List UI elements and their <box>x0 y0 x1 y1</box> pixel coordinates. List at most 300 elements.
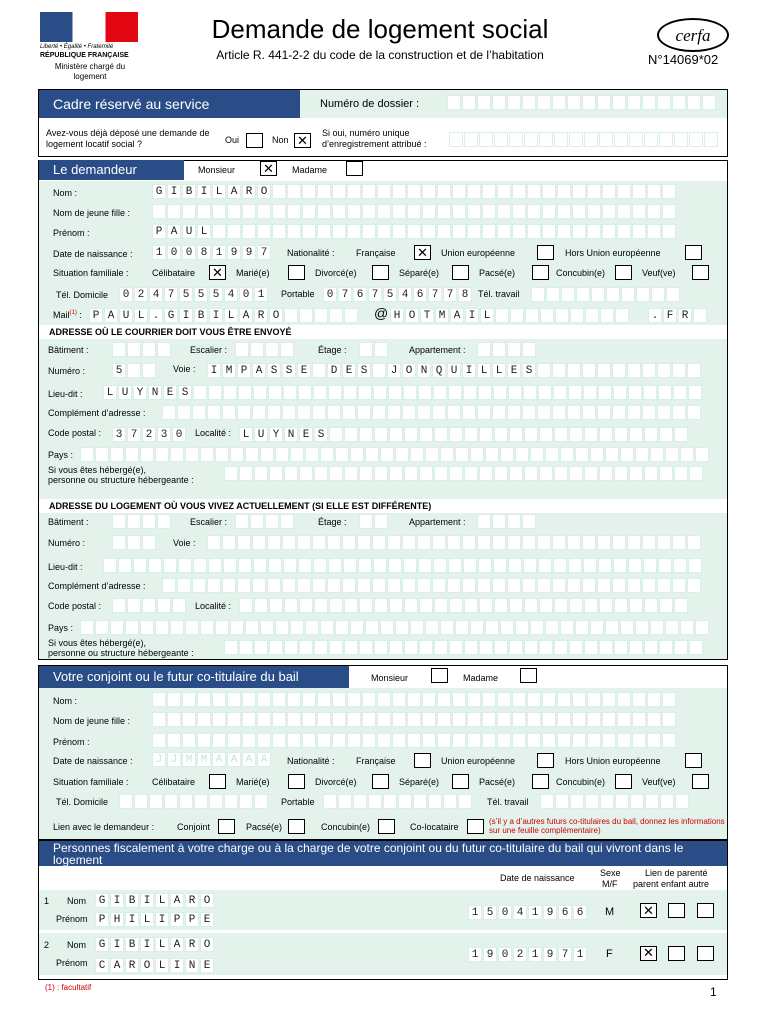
char-box[interactable]: I <box>155 912 169 927</box>
char-box[interactable] <box>227 204 241 219</box>
char-box[interactable] <box>659 640 673 655</box>
char-box[interactable] <box>267 535 281 550</box>
char-box[interactable] <box>182 733 196 748</box>
char-box[interactable]: 5 <box>383 287 397 302</box>
char-box[interactable] <box>238 385 252 400</box>
char-box[interactable] <box>464 132 478 147</box>
char-box[interactable] <box>687 95 701 110</box>
char-box[interactable]: P <box>170 912 184 927</box>
char-box[interactable] <box>239 598 253 613</box>
char-box[interactable]: H <box>110 912 124 927</box>
char-box[interactable] <box>193 385 207 400</box>
char-box[interactable] <box>344 427 358 442</box>
char-box[interactable] <box>467 184 481 199</box>
char-box[interactable] <box>260 620 274 635</box>
char-box[interactable] <box>582 405 596 420</box>
char-box[interactable] <box>372 578 386 593</box>
char-box[interactable]: L <box>224 308 238 323</box>
char-box[interactable] <box>620 447 634 462</box>
char-box[interactable]: L <box>155 958 169 973</box>
char-box[interactable] <box>510 308 524 323</box>
char-box[interactable]: O <box>402 363 416 378</box>
char-box[interactable] <box>482 712 496 727</box>
char-box[interactable]: G <box>95 893 109 908</box>
char-box[interactable] <box>152 204 166 219</box>
char-box[interactable] <box>413 794 427 809</box>
char-box[interactable]: 9 <box>483 947 497 962</box>
char-box[interactable]: I <box>140 893 154 908</box>
char-box[interactable] <box>377 184 391 199</box>
char-box[interactable] <box>287 204 301 219</box>
char-box[interactable] <box>224 794 238 809</box>
char-box[interactable] <box>297 578 311 593</box>
char-box[interactable] <box>602 733 616 748</box>
char-box[interactable] <box>552 405 566 420</box>
char-box[interactable] <box>125 447 139 462</box>
p1-parent-checkbox[interactable]: ✕ <box>640 903 657 918</box>
char-box[interactable] <box>299 308 313 323</box>
char-box[interactable] <box>545 620 559 635</box>
char-box[interactable] <box>407 712 421 727</box>
char-box[interactable] <box>509 132 523 147</box>
char-box[interactable] <box>437 184 451 199</box>
char-box[interactable] <box>585 794 599 809</box>
char-box[interactable] <box>407 204 421 219</box>
char-box[interactable]: P <box>95 912 109 927</box>
char-box[interactable] <box>629 598 643 613</box>
char-box[interactable] <box>268 385 282 400</box>
char-box[interactable] <box>302 733 316 748</box>
char-box[interactable] <box>299 598 313 613</box>
char-box[interactable] <box>497 224 511 239</box>
char-box[interactable]: I <box>125 912 139 927</box>
char-box[interactable] <box>284 598 298 613</box>
char-box[interactable] <box>280 514 294 529</box>
char-box[interactable]: P <box>152 224 166 239</box>
char-box[interactable]: M <box>435 308 449 323</box>
char-box[interactable] <box>329 466 343 481</box>
char-box[interactable] <box>479 598 493 613</box>
char-box[interactable] <box>140 620 154 635</box>
char-box[interactable] <box>302 224 316 239</box>
char-box[interactable] <box>629 640 643 655</box>
char-box[interactable] <box>693 308 707 323</box>
char-box[interactable]: B <box>125 937 139 952</box>
char-box[interactable] <box>207 405 221 420</box>
char-box[interactable] <box>539 427 553 442</box>
char-box[interactable] <box>493 385 507 400</box>
char-box[interactable] <box>347 204 361 219</box>
char-box[interactable] <box>597 363 611 378</box>
char-box[interactable] <box>602 712 616 727</box>
char-box[interactable] <box>357 405 371 420</box>
char-box[interactable]: Q <box>432 363 446 378</box>
c-tel-dom-boxes[interactable] <box>119 794 269 809</box>
char-box[interactable] <box>512 204 526 219</box>
char-box[interactable] <box>227 224 241 239</box>
char-box[interactable] <box>272 692 286 707</box>
char-box[interactable] <box>522 405 536 420</box>
char-box[interactable] <box>657 535 671 550</box>
char-box[interactable] <box>197 733 211 748</box>
char-box[interactable] <box>387 405 401 420</box>
char-box[interactable] <box>477 514 491 529</box>
char-box[interactable] <box>372 363 386 378</box>
char-box[interactable]: 6 <box>558 905 572 920</box>
char-box[interactable] <box>632 184 646 199</box>
char-box[interactable] <box>317 733 331 748</box>
char-box[interactable] <box>417 405 431 420</box>
appartement-boxes[interactable] <box>477 342 537 357</box>
char-box[interactable] <box>452 692 466 707</box>
char-box[interactable] <box>332 733 346 748</box>
char-box[interactable] <box>689 466 703 481</box>
char-box[interactable] <box>482 733 496 748</box>
char-box[interactable] <box>642 363 656 378</box>
char-box[interactable] <box>576 287 590 302</box>
char-box[interactable] <box>157 342 171 357</box>
char-box[interactable] <box>284 640 298 655</box>
char-box[interactable] <box>509 427 523 442</box>
char-box[interactable] <box>627 95 641 110</box>
char-box[interactable] <box>193 558 207 573</box>
c-portable-boxes[interactable] <box>323 794 473 809</box>
char-box[interactable] <box>410 620 424 635</box>
char-box[interactable] <box>283 385 297 400</box>
char-box[interactable] <box>287 692 301 707</box>
char-box[interactable]: 9 <box>543 905 557 920</box>
char-box[interactable] <box>422 733 436 748</box>
char-box[interactable] <box>557 712 571 727</box>
l-voie-boxes[interactable] <box>207 535 702 550</box>
char-box[interactable]: L <box>212 184 226 199</box>
char-box[interactable] <box>323 794 337 809</box>
char-box[interactable] <box>182 204 196 219</box>
char-box[interactable] <box>237 578 251 593</box>
divorce-checkbox[interactable] <box>372 265 389 280</box>
char-box[interactable] <box>112 514 126 529</box>
char-box[interactable] <box>112 535 126 550</box>
char-box[interactable] <box>317 204 331 219</box>
char-box[interactable] <box>359 466 373 481</box>
char-box[interactable] <box>644 640 658 655</box>
lien-conjoint-checkbox[interactable] <box>218 819 235 834</box>
char-box[interactable] <box>602 184 616 199</box>
char-box[interactable] <box>666 287 680 302</box>
char-box[interactable] <box>643 558 657 573</box>
l-pays-boxes[interactable] <box>80 620 710 635</box>
char-box[interactable] <box>177 578 191 593</box>
p2-nom-boxes[interactable] <box>95 937 215 952</box>
char-box[interactable]: E <box>342 363 356 378</box>
char-box[interactable]: 5 <box>179 287 193 302</box>
tel-dom-boxes[interactable] <box>119 287 269 302</box>
char-box[interactable] <box>418 558 432 573</box>
voie-boxes[interactable] <box>207 363 702 378</box>
char-box[interactable]: A <box>252 363 266 378</box>
char-box[interactable] <box>479 466 493 481</box>
char-box[interactable]: B <box>182 184 196 199</box>
char-box[interactable] <box>500 620 514 635</box>
char-box[interactable] <box>572 692 586 707</box>
char-box[interactable]: 0 <box>172 427 186 442</box>
char-box[interactable] <box>377 204 391 219</box>
char-box[interactable] <box>329 640 343 655</box>
char-box[interactable] <box>493 558 507 573</box>
char-box[interactable] <box>674 427 688 442</box>
char-box[interactable] <box>509 466 523 481</box>
char-box[interactable] <box>524 640 538 655</box>
c-concubin-checkbox[interactable] <box>615 774 632 789</box>
char-box[interactable] <box>572 224 586 239</box>
char-box[interactable] <box>257 733 271 748</box>
char-box[interactable] <box>539 466 553 481</box>
char-box[interactable] <box>642 535 656 550</box>
char-box[interactable] <box>591 287 605 302</box>
char-box[interactable]: A <box>167 224 181 239</box>
char-box[interactable]: A <box>170 937 184 952</box>
char-box[interactable] <box>477 578 491 593</box>
char-box[interactable] <box>148 558 162 573</box>
char-box[interactable] <box>522 535 536 550</box>
char-box[interactable] <box>587 204 601 219</box>
char-box[interactable] <box>524 598 538 613</box>
c-prenom-boxes[interactable] <box>152 733 677 748</box>
char-box[interactable] <box>95 447 109 462</box>
char-box[interactable] <box>437 712 451 727</box>
c-divorce-checkbox[interactable] <box>372 774 389 789</box>
c-hors-ue-checkbox[interactable] <box>685 753 702 768</box>
char-box[interactable] <box>524 132 538 147</box>
char-box[interactable] <box>404 427 418 442</box>
char-box[interactable] <box>642 95 656 110</box>
char-box[interactable]: R <box>242 184 256 199</box>
char-box[interactable] <box>470 447 484 462</box>
char-box[interactable] <box>347 712 361 727</box>
char-box[interactable] <box>299 466 313 481</box>
char-box[interactable] <box>557 733 571 748</box>
char-box[interactable]: 3 <box>112 427 126 442</box>
char-box[interactable] <box>467 692 481 707</box>
celibataire-checkbox[interactable]: ✕ <box>209 265 226 280</box>
char-box[interactable] <box>140 447 154 462</box>
char-box[interactable] <box>265 342 279 357</box>
char-box[interactable] <box>338 794 352 809</box>
char-box[interactable] <box>587 224 601 239</box>
char-box[interactable] <box>402 405 416 420</box>
char-box[interactable] <box>392 184 406 199</box>
char-box[interactable] <box>485 620 499 635</box>
char-box[interactable] <box>215 447 229 462</box>
char-box[interactable] <box>546 287 560 302</box>
char-box[interactable] <box>224 466 238 481</box>
char-box[interactable] <box>163 558 177 573</box>
char-box[interactable] <box>539 640 553 655</box>
c-nom-boxes[interactable] <box>152 692 677 707</box>
char-box[interactable]: D <box>327 363 341 378</box>
char-box[interactable] <box>527 733 541 748</box>
char-box[interactable] <box>250 514 264 529</box>
oui-checkbox[interactable] <box>246 133 263 148</box>
char-box[interactable] <box>647 712 661 727</box>
char-box[interactable] <box>410 447 424 462</box>
char-box[interactable]: R <box>185 937 199 952</box>
char-box[interactable] <box>402 578 416 593</box>
c-pacse-checkbox[interactable] <box>532 774 549 789</box>
char-box[interactable] <box>237 405 251 420</box>
char-box[interactable] <box>395 447 409 462</box>
l-escalier-boxes[interactable] <box>235 514 295 529</box>
char-box[interactable] <box>245 620 259 635</box>
char-box[interactable] <box>492 514 506 529</box>
char-box[interactable] <box>222 578 236 593</box>
char-box[interactable] <box>302 184 316 199</box>
dossier-number-boxes[interactable] <box>447 95 717 110</box>
char-box[interactable] <box>570 794 584 809</box>
char-box[interactable] <box>522 342 536 357</box>
char-box[interactable]: M <box>197 752 211 767</box>
char-box[interactable] <box>674 598 688 613</box>
char-box[interactable] <box>222 535 236 550</box>
char-box[interactable] <box>362 712 376 727</box>
char-box[interactable] <box>662 692 676 707</box>
char-box[interactable] <box>628 385 642 400</box>
char-box[interactable] <box>674 132 688 147</box>
char-box[interactable]: 7 <box>338 287 352 302</box>
char-box[interactable] <box>358 385 372 400</box>
char-box[interactable] <box>357 535 371 550</box>
char-box[interactable] <box>647 733 661 748</box>
char-box[interactable] <box>557 692 571 707</box>
char-box[interactable]: 5 <box>112 363 126 378</box>
char-box[interactable] <box>617 733 631 748</box>
char-box[interactable] <box>470 620 484 635</box>
char-box[interactable] <box>253 558 267 573</box>
hors-ue-checkbox[interactable] <box>685 245 702 260</box>
char-box[interactable]: O <box>269 308 283 323</box>
char-box[interactable] <box>272 733 286 748</box>
char-box[interactable] <box>317 224 331 239</box>
c-francaise-checkbox[interactable] <box>414 753 431 768</box>
char-box[interactable] <box>239 640 253 655</box>
char-box[interactable]: F <box>663 308 677 323</box>
char-box[interactable]: L <box>239 427 253 442</box>
char-box[interactable] <box>665 620 679 635</box>
char-box[interactable] <box>197 692 211 707</box>
char-box[interactable] <box>374 640 388 655</box>
char-box[interactable]: I <box>465 308 479 323</box>
char-box[interactable] <box>585 308 599 323</box>
char-box[interactable]: E <box>299 427 313 442</box>
c-tel-travail-boxes[interactable] <box>540 794 690 809</box>
char-box[interactable] <box>327 405 341 420</box>
char-box[interactable] <box>209 794 223 809</box>
char-box[interactable] <box>452 733 466 748</box>
char-box[interactable] <box>287 733 301 748</box>
char-box[interactable] <box>494 640 508 655</box>
char-box[interactable] <box>599 598 613 613</box>
char-box[interactable] <box>407 184 421 199</box>
char-box[interactable] <box>257 204 271 219</box>
char-box[interactable]: A <box>227 752 241 767</box>
char-box[interactable] <box>600 308 614 323</box>
char-box[interactable] <box>284 308 298 323</box>
char-box[interactable] <box>632 712 646 727</box>
char-box[interactable] <box>373 558 387 573</box>
char-box[interactable] <box>462 535 476 550</box>
char-box[interactable] <box>477 342 491 357</box>
char-box[interactable] <box>629 427 643 442</box>
char-box[interactable]: 4 <box>149 287 163 302</box>
p2-prenom-boxes[interactable] <box>95 958 215 973</box>
char-box[interactable]: 1 <box>152 245 166 260</box>
char-box[interactable]: 6 <box>573 905 587 920</box>
char-box[interactable] <box>260 447 274 462</box>
p2-autre-checkbox[interactable] <box>697 946 714 961</box>
char-box[interactable]: E <box>163 385 177 400</box>
char-box[interactable] <box>704 132 718 147</box>
char-box[interactable] <box>557 224 571 239</box>
char-box[interactable] <box>554 640 568 655</box>
char-box[interactable] <box>230 447 244 462</box>
tel-travail-boxes[interactable] <box>531 287 681 302</box>
char-box[interactable] <box>689 132 703 147</box>
char-box[interactable] <box>312 535 326 550</box>
char-box[interactable] <box>572 733 586 748</box>
char-box[interactable] <box>449 132 463 147</box>
char-box[interactable] <box>312 405 326 420</box>
char-box[interactable]: L <box>140 912 154 927</box>
char-box[interactable] <box>602 224 616 239</box>
char-box[interactable]: 5 <box>194 287 208 302</box>
char-box[interactable] <box>302 204 316 219</box>
char-box[interactable] <box>142 363 156 378</box>
char-box[interactable] <box>317 692 331 707</box>
char-box[interactable] <box>275 620 289 635</box>
char-box[interactable] <box>569 132 583 147</box>
char-box[interactable] <box>605 447 619 462</box>
char-box[interactable] <box>672 363 686 378</box>
char-box[interactable] <box>522 95 536 110</box>
char-box[interactable] <box>252 535 266 550</box>
char-box[interactable] <box>332 712 346 727</box>
char-box[interactable] <box>584 598 598 613</box>
char-box[interactable] <box>452 184 466 199</box>
char-box[interactable] <box>275 447 289 462</box>
char-box[interactable] <box>642 405 656 420</box>
char-box[interactable] <box>388 558 402 573</box>
char-box[interactable] <box>422 184 436 199</box>
char-box[interactable] <box>635 620 649 635</box>
char-box[interactable] <box>238 558 252 573</box>
char-box[interactable] <box>227 712 241 727</box>
char-box[interactable] <box>602 692 616 707</box>
char-box[interactable] <box>387 535 401 550</box>
char-box[interactable]: L <box>477 363 491 378</box>
char-box[interactable] <box>584 466 598 481</box>
char-box[interactable] <box>647 692 661 707</box>
char-box[interactable] <box>672 535 686 550</box>
char-box[interactable] <box>560 447 574 462</box>
char-box[interactable] <box>359 342 373 357</box>
char-box[interactable]: I <box>197 184 211 199</box>
char-box[interactable] <box>590 620 604 635</box>
char-box[interactable] <box>127 514 141 529</box>
char-box[interactable] <box>380 620 394 635</box>
char-box[interactable] <box>612 363 626 378</box>
char-box[interactable]: 9 <box>227 245 241 260</box>
char-box[interactable] <box>328 558 342 573</box>
